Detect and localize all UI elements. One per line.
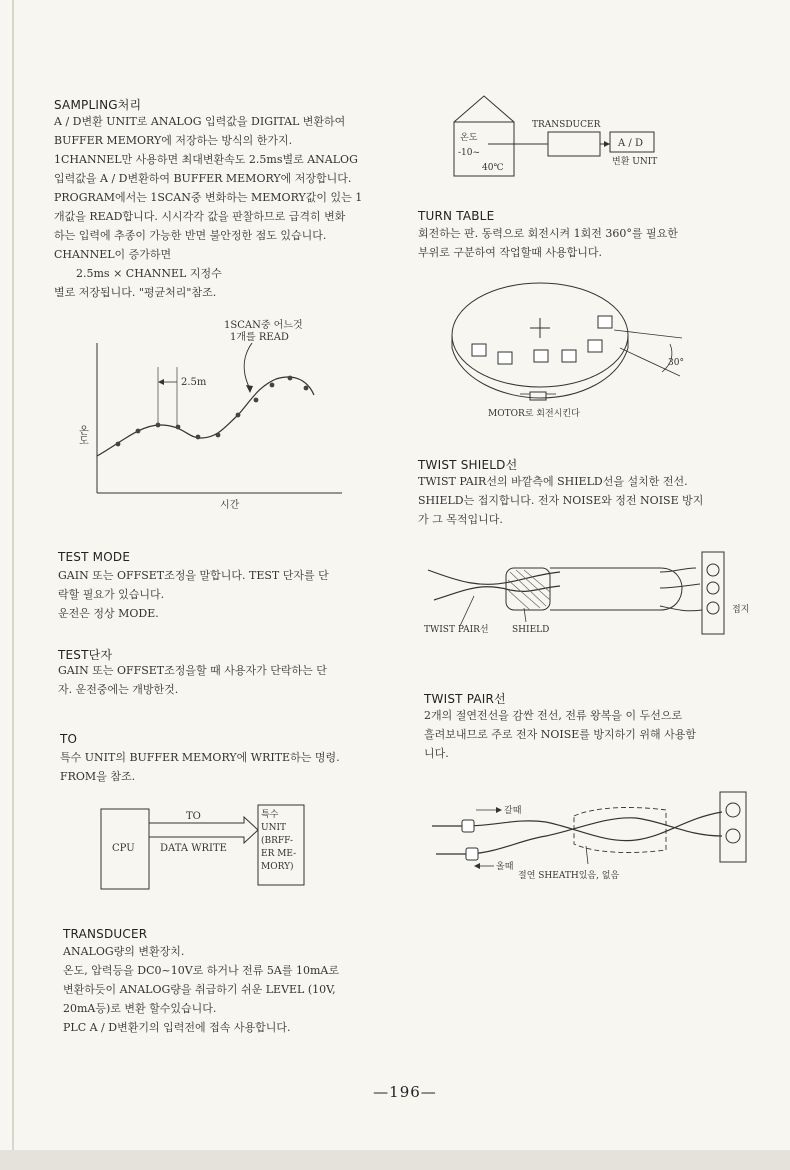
sampling-line: 하는 입력에 추종이 가능한 반면 불안정한 점도 있습니다. <box>54 229 327 242</box>
to-line: 특수 UNIT의 BUFFER MEMORY에 WRITE하는 명령. <box>60 751 340 764</box>
unit-label-line: ER ME- <box>261 849 297 859</box>
unit-label-line: 특수 <box>261 810 279 820</box>
workpiece <box>562 350 576 362</box>
twist-shield-paragraph <box>418 472 753 529</box>
transducer-diagram <box>448 92 678 184</box>
turn-table-heading: TURN TABLE <box>418 209 495 223</box>
ground-label: 접지 <box>732 605 750 615</box>
twist-shield-line: SHIELD는 접지합니다. 전자 NOISE와 정전 NOISE 방지 <box>418 494 704 507</box>
conductor-b <box>436 818 722 854</box>
twist-shield-heading: TWIST SHIELD선 <box>418 458 518 472</box>
graph-annotation-line2: 1개를 READ <box>230 332 289 343</box>
transducer-line: PLC A / D변환기의 입력전에 접속 사용합니다. <box>63 1021 291 1034</box>
sample-point <box>304 386 309 391</box>
test-mode-line: GAIN 또는 OFFSET조정을 말합니다. TEST 단자를 단 <box>58 569 329 582</box>
lead-3 <box>660 606 702 611</box>
twist-pair-paragraph <box>424 706 756 763</box>
outer-sheath <box>550 568 682 610</box>
unit-label-line: UNIT <box>261 823 287 833</box>
twist-pair-heading: TWIST PAIR선 <box>424 692 506 706</box>
twist-pair-line: 2개의 절연전선을 감싼 전선, 전류 왕복을 이 두선으로 <box>424 709 683 722</box>
sampling-line: A / D변환 UNIT로 ANALOG 입력값을 DIGITAL 변환하여 <box>54 115 346 128</box>
y-axis-label: 온도 <box>76 425 88 445</box>
sample-point <box>196 435 201 440</box>
motor-label: MOTOR로 회전시킨다 <box>488 409 580 419</box>
workpiece <box>588 340 602 352</box>
transducer-paragraph <box>63 942 398 1037</box>
test-mode-heading: TEST MODE <box>58 550 131 564</box>
interval-label: 2.5m <box>181 377 207 388</box>
motor <box>530 392 546 400</box>
turn-table-line: 회전하는 판. 동력으로 회전시켜 1회전 360°를 필요한 <box>418 227 678 240</box>
terminal-screw <box>707 582 719 594</box>
sampling-graph <box>76 315 350 515</box>
transducer-line: 20mA등)로 변환 할수있습니다. <box>63 1002 217 1015</box>
transducer-box <box>548 132 600 156</box>
workpiece <box>534 350 548 362</box>
x-axis-label: 시간 <box>220 500 240 511</box>
test-terminal-line: 자. 운전중에는 개방한것. <box>58 683 179 696</box>
lead-2 <box>660 584 700 588</box>
return-label: 올때 <box>496 862 514 872</box>
terminal-screw <box>726 803 740 817</box>
to-heading: TO <box>60 732 78 746</box>
twist-shield-line: 가 그 목적입니다. <box>418 513 503 526</box>
to-line: FROM을 참조. <box>60 770 136 783</box>
sheath-outline <box>574 808 666 853</box>
page-number: —196— <box>373 1083 437 1101</box>
terminal-screw <box>726 829 740 843</box>
turn-table-paragraph <box>418 224 753 262</box>
return-arrowhead <box>474 863 480 869</box>
sampling-line: 입력값을 A / D변환하여 BUFFER MEMORY에 저장합니다. <box>54 172 352 185</box>
sample-point <box>270 383 275 388</box>
angle-line-1 <box>614 330 682 338</box>
test-terminal-line: GAIN 또는 OFFSET조정을할 때 사용자가 단락하는 단 <box>58 664 327 677</box>
workpiece <box>472 344 486 356</box>
range-line2: 40℃ <box>482 163 504 173</box>
sample-point <box>116 442 121 447</box>
sample-point <box>176 425 181 430</box>
transducer-line: 온도, 압력등을 DC0~10V로 하거나 전류 5A를 10mA로 <box>63 964 339 977</box>
sample-point <box>254 398 259 403</box>
signal-curve <box>97 377 314 456</box>
page-edge-shadow <box>12 0 14 1170</box>
twist-pair-line: 흘려보내므로 주로 전자 NOISE를 방지하기 위해 사용함 <box>424 728 697 741</box>
interval-arrowhead <box>158 379 164 385</box>
go-label: 갈때 <box>504 806 522 816</box>
terminal-screw <box>707 564 719 576</box>
data-write-label: DATA WRITE <box>160 843 227 854</box>
twist-pair-label: TWIST PAIR선 <box>424 625 489 635</box>
conversion-unit-label: 변환 UNIT <box>612 157 658 167</box>
test-mode-line: 운전은 정상 MODE. <box>58 607 159 620</box>
turn-table-line: 부위로 구분하여 작업할때 사용합니다. <box>418 246 603 259</box>
workpiece <box>598 316 612 328</box>
sample-point <box>216 433 221 438</box>
transducer-diagram-figure <box>448 92 678 184</box>
test-mode-paragraph <box>58 566 390 623</box>
sampling-line: 1CHANNEL만 사용하면 최대변환속도 2.5ms별로 ANALOG <box>54 153 358 166</box>
twist-shield-diagram-figure <box>420 548 760 643</box>
sample-point <box>236 413 241 418</box>
sample-point <box>288 376 293 381</box>
transducer-label: TRANSDUCER <box>532 120 601 130</box>
transducer-heading: TRANSDUCER <box>63 927 148 941</box>
sampling-line: PROGRAM에서는 1SCAN중 변화하는 MEMORY값이 있는 1 <box>54 191 363 204</box>
conductor-a <box>432 812 722 841</box>
sample-point <box>156 423 161 428</box>
twist-pair-diagram <box>426 788 756 883</box>
sheath-label: 절연 SHEATH있음, 없음 <box>518 871 620 881</box>
unit-label-line: MORY) <box>261 862 294 872</box>
twist-shield-diagram <box>420 548 760 643</box>
sampling-line: BUFFER MEMORY에 저장하는 방식의 한가지. <box>54 134 293 147</box>
pair-pointer <box>460 596 474 626</box>
wire-a <box>428 570 560 584</box>
temperature-label: 온도 <box>460 133 478 143</box>
signal-arrowhead <box>604 141 610 147</box>
twist-shield-line: TWIST PAIR선의 바깥측에 SHIELD선을 설치한 전선. <box>418 475 688 488</box>
to-arrow-label: TO <box>186 811 201 822</box>
sampling-heading: SAMPLING처리 <box>54 98 142 112</box>
transducer-line: 변환하듯이 ANALOG량을 취급하기 쉬운 LEVEL (10V, <box>63 983 336 996</box>
test-mode-line: 락할 필요가 있습니다. <box>58 588 165 601</box>
page-bottom-band <box>0 1150 790 1170</box>
unit-label-line: (BRFF- <box>261 836 294 846</box>
test-terminal-heading: TEST단자 <box>58 648 113 662</box>
braid-texture <box>508 570 550 610</box>
to-diagram-figure <box>98 803 318 893</box>
write-arrow <box>149 817 258 843</box>
workpiece <box>498 352 512 364</box>
sampling-line: 개값을 READ합니다. 시시각각 값을 판찰하므로 급격히 변화 <box>54 210 346 223</box>
transducer-line: ANALOG량의 변환장치. <box>63 945 185 958</box>
twist-pair-diagram-figure <box>426 788 756 883</box>
graph-annotation-line1: 1SCAN중 어느것 <box>224 320 303 331</box>
house-roof <box>454 96 514 122</box>
sampling-graph-figure <box>76 315 350 515</box>
turntable-diagram-figure <box>448 280 698 425</box>
annotation-arrow <box>244 343 252 389</box>
insulation-a <box>462 820 474 832</box>
terminal-screw <box>707 602 719 614</box>
sampling-line: 2.5ms × CHANNEL 지정수 <box>76 267 222 280</box>
to-diagram <box>98 803 318 893</box>
angle-label: 30° <box>668 358 684 368</box>
range-line1: -10~ <box>458 148 481 158</box>
sampling-line: 별로 저장됩니다. "평균처리"참조. <box>54 286 217 299</box>
workpieces <box>472 316 612 364</box>
go-arrowhead <box>496 807 502 813</box>
insulation-b <box>466 848 478 860</box>
shield-label: SHIELD <box>512 625 550 635</box>
annotation-arrowhead <box>246 385 253 393</box>
sampling-line: CHANNEL이 증가하면 <box>54 248 172 261</box>
ad-label: A / D <box>618 138 643 149</box>
sampling-paragraph <box>54 112 390 302</box>
test-terminal-paragraph <box>58 661 390 699</box>
turntable-diagram <box>448 280 698 425</box>
twist-pair-line: 니다. <box>424 747 449 760</box>
cpu-label: CPU <box>112 843 135 854</box>
wire-b <box>434 586 560 600</box>
sample-point <box>136 429 141 434</box>
to-paragraph <box>60 748 390 786</box>
